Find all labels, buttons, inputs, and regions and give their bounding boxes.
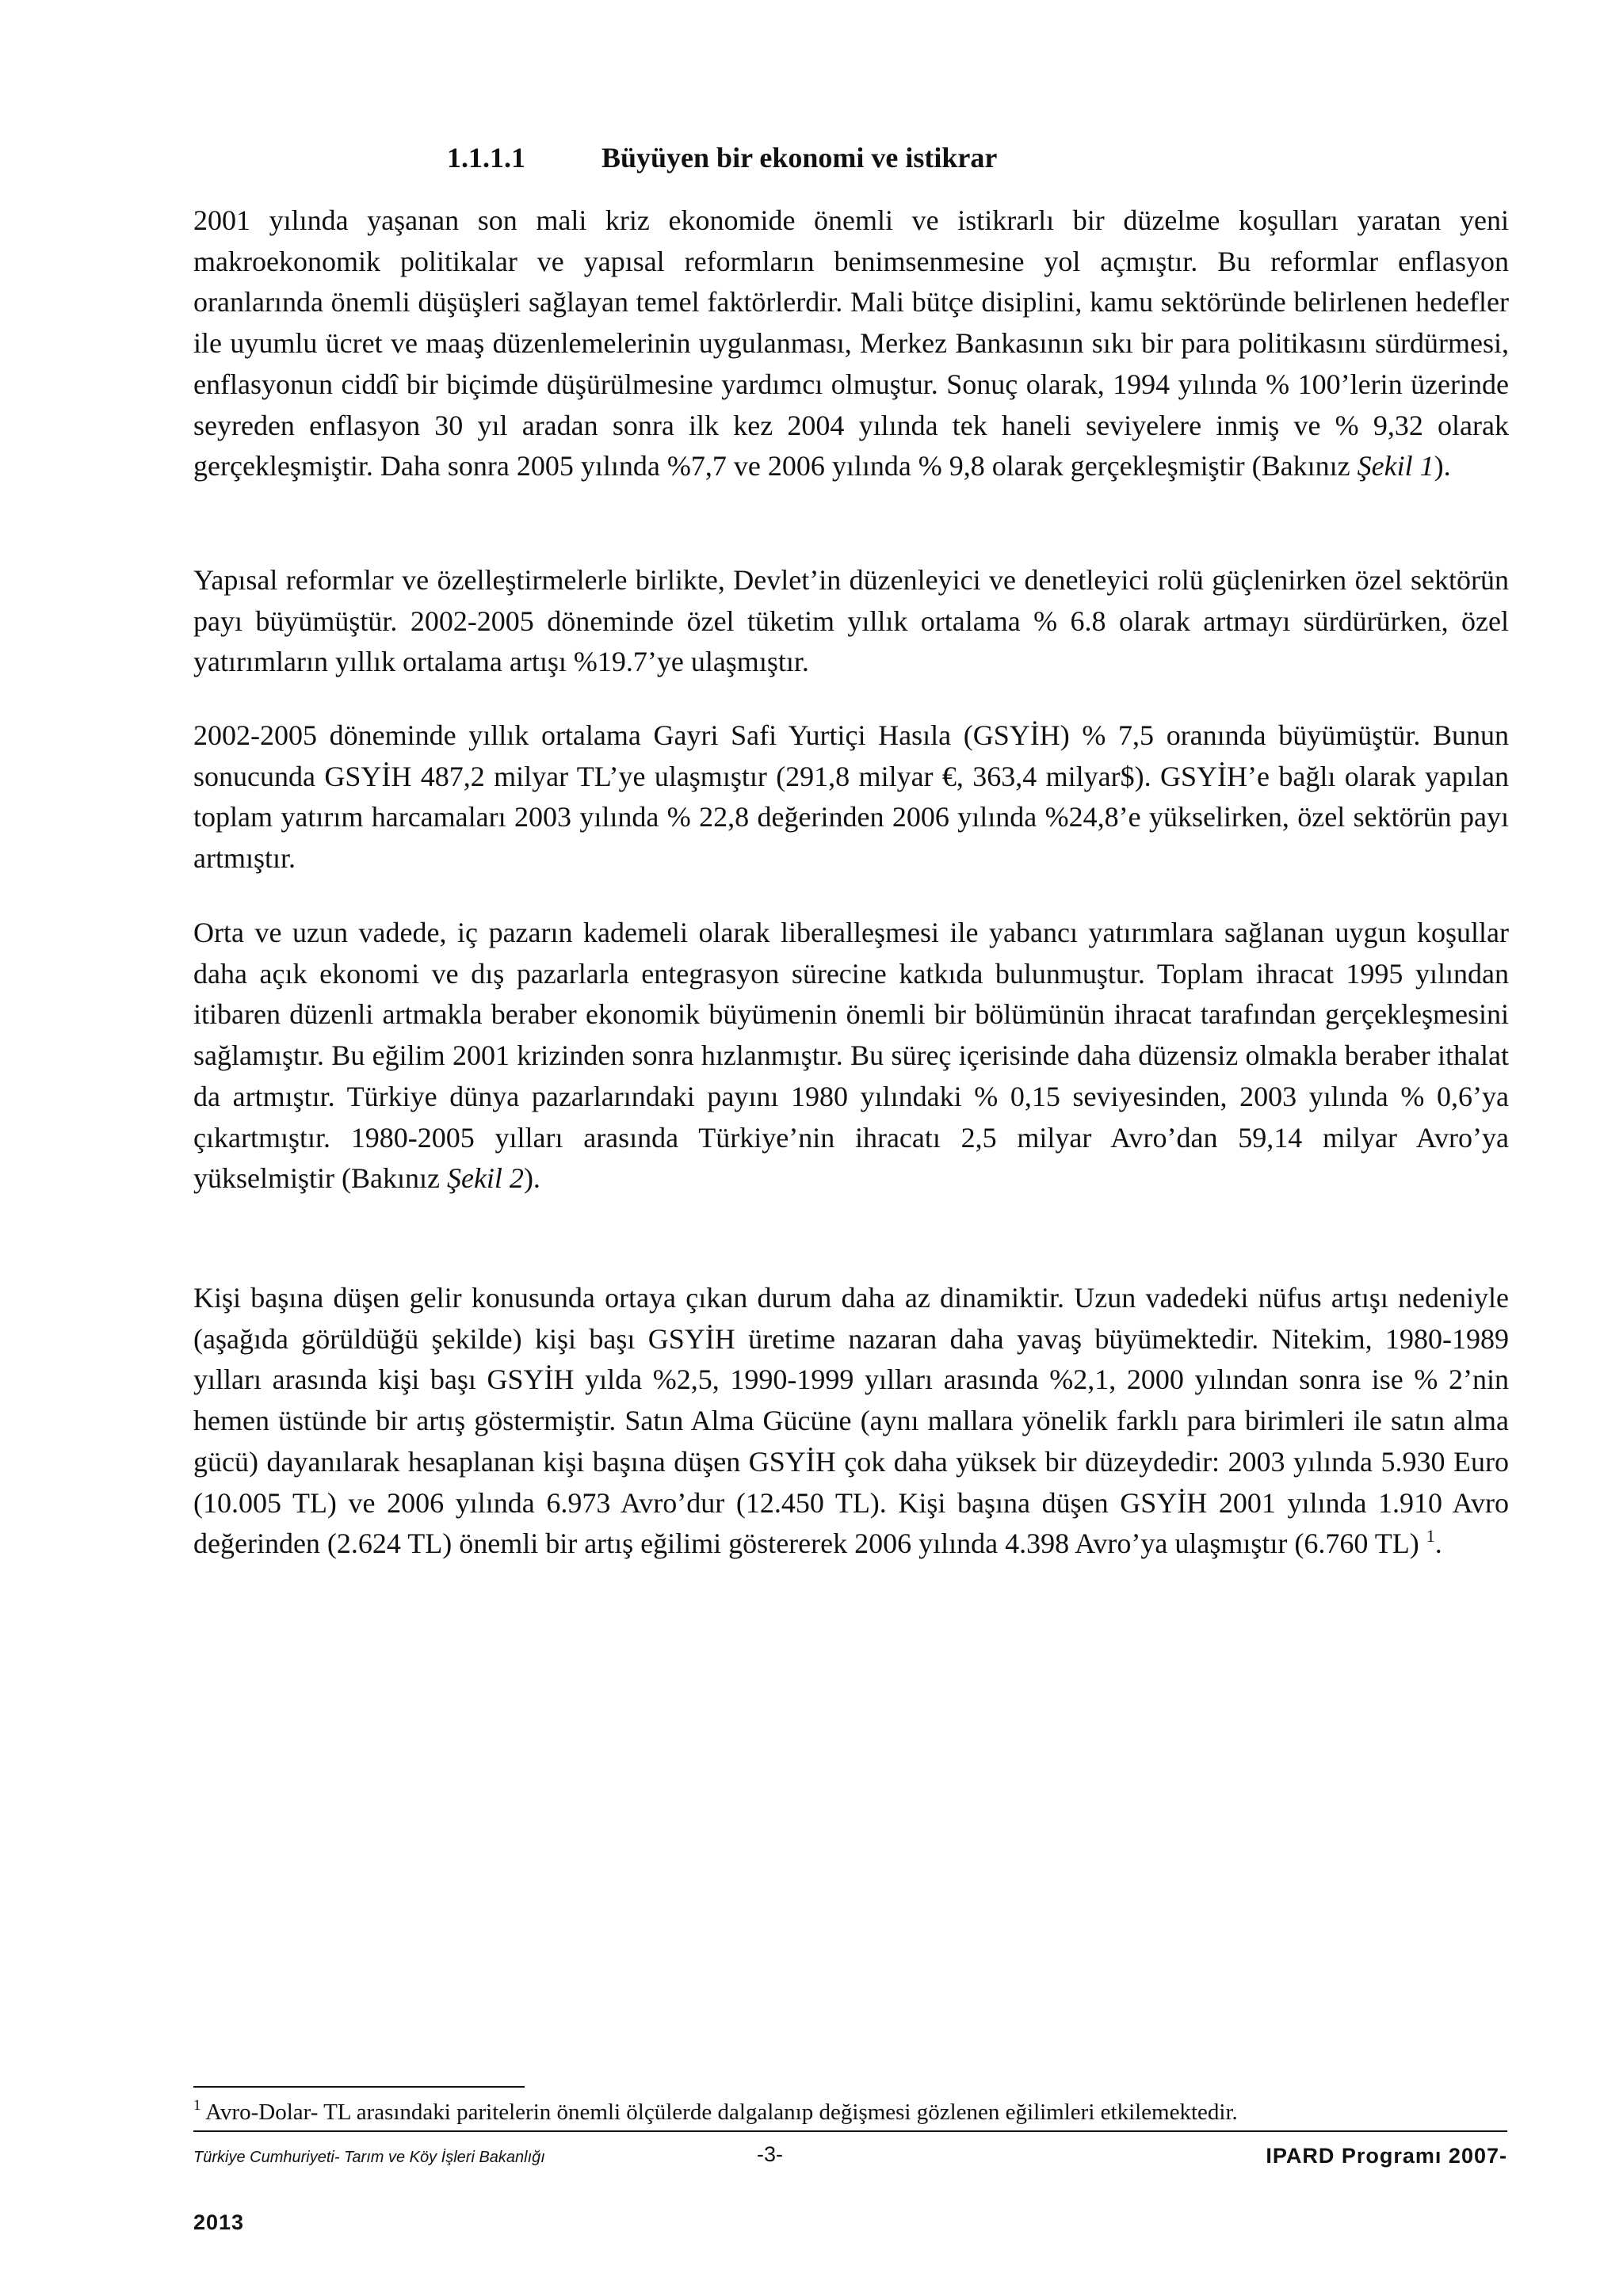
footnote-mark: 1	[193, 2097, 201, 2114]
paragraph-per-capita-income	[193, 1278, 1509, 1565]
footer-program: IPARD Programı 2007-	[1266, 2144, 1507, 2168]
paragraph-end: ).	[523, 1162, 540, 1195]
footer-divider	[193, 2130, 1507, 2132]
paragraph-text: Orta ve uzun vadede, iç pazarın kademeli olarak liberalleşmesi ile yabancı yatırımlara sağlanan uygun koşullar daha açık ekonomi ve dış pazarlarla entegrasyon sürecine katkıda bulunmuştur. Toplam ihracat 1995 yılından itibaren düzenli artmakla beraber ekonomik büyümenin önemli bir bölümünün ihracat tarafından gerçekleşmesini sağlamıştır. Bu eğilim 2001 krizinden sonra hızlanmıştır. Bu süreç içerisinde daha düzensiz olmakla beraber ithalat da artmıştır. Türkiye dünya pazarlarındaki payını 1980 yılındaki % 0,15 seviyesinden, 2003 yılında % 0,6’ya çıkartmıştır. 1980-2005 yılları arasında Türkiye’nin ihracatı 2,5 milyar Avro’dan 59,14 milyar Avro’ya yükselmiştir (Bakınız	[193, 917, 1509, 1195]
footer-year: 2013	[193, 2210, 245, 2234]
figure-reference: Şekil 2	[446, 1162, 524, 1195]
paragraph-text: Kişi başına düşen gelir konusunda ortaya çıkan durum daha az dinamiktir. Uzun vadedeki nüfus artışı nedeniyle (aşağıda görüldüğü şekilde) kişi başı GSYİH üretime nazaran daha yavaş büyümektedir. Nitekim, 1980-1989 yılları arasında kişi başı GSYİH yılda %2,5, 1990-1999 yılları arasında %2,1, 2000 yılından sonra ise % 2’nin hemen üstünde bir artış göstermiştir. Satın Alma Gücüne (aynı mallara yönelik farklı para birimleri ile satın alma gücü) dayanılarak hesaplanan kişi başına düşen GSYİH çok daha yüksek bir düzeydedir: 2003 yılında 5.930 Euro (10.005 TL) ve 2006 yılında 6.973 Avro’dur (12.450 TL). Kişi başına düşen GSYİH 2001 yılında 1.910 Avro değerinden (2.624 TL) önemli bir artış eğilimi göstererek 2006 yılında 4.398 Avro’ya ulaşmıştır (6.760 TL)	[193, 1282, 1509, 1560]
footnote	[193, 2097, 1238, 2126]
footnote-separator	[193, 2086, 525, 2088]
footnote-text: Avro-Dolar- TL arasındaki paritelerin önemli ölçülerde dalgalanıp değişmesi gözlenen eğilimleri etkilemektedir.	[200, 2100, 1238, 2125]
paragraph-end: ).	[1434, 450, 1451, 482]
paragraph-text: 2001 yılında yaşanan son mali kriz ekonomide önemli ve istikrarlı bir düzelme koşulları yaratan yeni makroekonomik politikalar ve yapısal reformların benimsenmesine yol açmıştır. Bu reformlar enflasyon oranlarında önemli düşüşleri sağlayan temel faktörlerdir. Mali bütçe disiplini, kamu sektöründe belirlenen hedefler ile uyumlu ücret ve maaş düzenlemelerinin uygulanması, Merkez Bankasının sıkı bir para politikasını sürdürmesi, enflasyonun ciddî bir biçimde düşürülmesine yardımcı olmuştur. Sonuç olarak, 1994 yılında % 100’lerin üzerinde seyreden enflasyon 30 yıl aradan sonra ilk kez 2004 yılında tek haneli seviyelere inmiş ve % 9,32 olarak gerçekleşmiştir. Daha sonra 2005 yılında %7,7 ve 2006 yılında % 9,8 olarak gerçekleşmiştir (Bakınız	[193, 204, 1509, 482]
page-number: -3-	[757, 2142, 783, 2166]
footer-ministry: Türkiye Cumhuriyeti- Tarım ve Köy İşleri Bakanlığı	[193, 2149, 545, 2166]
section-title: Büyüyen bir ekonomi ve istikrar	[601, 142, 998, 174]
paragraph-exports	[193, 913, 1509, 1199]
section-heading	[447, 141, 997, 174]
section-number: 1.1.1.1	[447, 142, 525, 174]
paragraph-inflation	[193, 200, 1509, 487]
paragraph-end: .	[1434, 1527, 1442, 1560]
paragraph-reforms: Yapısal reformlar ve özelleştirmelerle birlikte, Devlet’in düzenleyici ve denetleyici rolü güçlenirken özel sektörün payı büyümüştür. 2002-2005 döneminde özel tüketim yıllık ortalama % 6.8 olarak artmayı sürdürürken, özel yatırımların yıllık ortalama artışı %19.7’ye ulaşmıştır.	[193, 564, 1509, 678]
figure-reference: Şekil 1	[1357, 450, 1434, 482]
paragraph-gdp: 2002-2005 döneminde yıllık ortalama Gayri Safi Yurtiçi Hasıla (GSYİH) % 7,5 oranında büyümüştür. Bunun sonucunda GSYİH 487,2 milyar TL’ye ulaşmıştır (291,8 milyar €, 363,4 milyar$). GSYİH’e bağlı olarak yapılan toplam yatırım harcamaları 2003 yılında % 22,8 değerinden 2006 yılında %24,8’e yükselirken, özel sektörün payı artmıştır.	[193, 719, 1509, 875]
footnote-reference: 1	[1426, 1526, 1435, 1547]
